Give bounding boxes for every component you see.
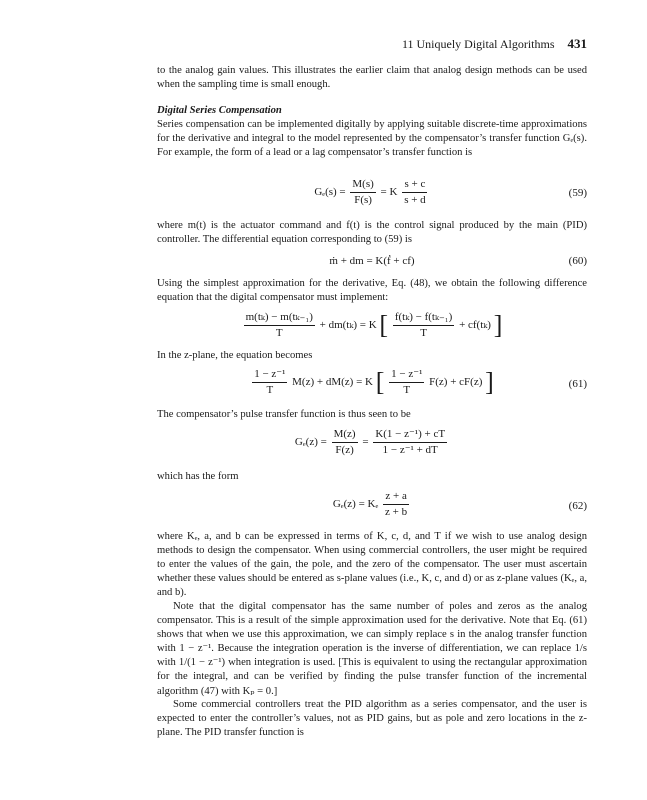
numerator: 1 − z⁻¹	[252, 368, 287, 383]
paragraph-text: In the z-plane, the equation becomes	[157, 350, 313, 361]
equation-difference	[157, 311, 587, 345]
denominator: z + b	[385, 506, 408, 518]
paragraph-text: where m(t) is the actuator command and f(t) is the control signal produced by the main (PID) controller. The differential equation corresponding to (59) is	[157, 220, 587, 246]
equation-62	[157, 490, 587, 524]
equation-number: (61)	[568, 378, 587, 390]
denominator: F(s)	[354, 194, 372, 206]
equation-number: (59)	[568, 187, 587, 199]
fraction	[383, 490, 409, 519]
eq-lhs: Gₑ(s) =	[314, 186, 346, 199]
equation-number: (60)	[568, 255, 587, 267]
section-heading: Digital Series Compensation	[157, 105, 282, 116]
paragraph-text: Series compensation can be implemented digitally by applying suitable discrete-time approximations for the derivative and integral to the model represented by the compensator’s transfer function Gₑ(s). For example, the form of a lead or a lag compensator’s transfer function is	[157, 119, 587, 159]
paragraph-3	[157, 219, 587, 247]
paragraph-10	[157, 698, 587, 740]
eq-lhs: Gₑ(z) =	[294, 436, 327, 449]
numerator: M(z)	[332, 428, 358, 443]
equation-61	[157, 368, 587, 402]
eq-mid: M(z) + dM(z) = K	[292, 376, 373, 389]
right-bracket: ]	[493, 310, 503, 340]
denominator: 1 − z⁻¹ + dT	[382, 444, 438, 456]
paragraph-text: where Kₑ, a, and b can be expressed in terms of K, c, d, and T if we wish to use analog design methods to design the compensator. When using commercial controllers, the user might be required to enter the values of the gain, the pole, and the zero of the compensator. The user must ascertain whether these values should be entered as s-plane values (i.e., K, c, and d) or as z-plane values (Kₑ, a, and b).	[157, 531, 587, 599]
paragraph-8	[157, 530, 587, 600]
equation-60	[157, 255, 587, 271]
running-header	[156, 36, 587, 52]
paragraph-text: Note that the digital compensator has the same number of poles and zeros as the analog compensator. This is a result of the simple approximation used for the derivative. Note that Eq. (61) shows that when we use this approximation, we can simply replace s in the analog transfer function with 1 − z⁻¹. Because the integration operation is the inverse of differentiation, we can replace 1/s with 1/(1 − z⁻¹) when integration is used. [This is equivalent to using the rectangular approximation for the integral, and can be verified by finding the pulse transfer function of the incremental algorithm (47) with Kₚ = 0.]	[157, 601, 587, 697]
denominator: T	[403, 384, 411, 396]
equation-body	[157, 368, 587, 397]
numerator: s + c	[402, 178, 427, 193]
fraction	[402, 178, 427, 207]
paragraph-7	[157, 470, 587, 484]
equation-pulse-transfer	[157, 428, 587, 462]
equation-body	[157, 490, 587, 519]
equals-sign: =	[362, 436, 369, 449]
eq-tail: F(z) + cF(z)	[429, 376, 483, 389]
eq-mid: + dm(tₖ) = K	[319, 319, 377, 332]
left-bracket: [	[375, 367, 385, 397]
denominator: F(z)	[335, 444, 354, 456]
paragraph-text: The compensator’s pulse transfer function is thus seen to be	[157, 409, 411, 420]
denominator: T	[420, 327, 427, 339]
section-heading-block	[157, 104, 587, 118]
paragraph-1	[157, 64, 587, 92]
eq-lhs: Gₑ(z) = Kₑ	[332, 498, 379, 511]
denominator: T	[266, 384, 274, 396]
equation-number: (62)	[568, 500, 587, 512]
chapter-title: 11 Uniquely Digital Algorithms	[401, 37, 555, 51]
fraction	[373, 428, 447, 457]
paragraph-text: which has the form	[157, 471, 239, 482]
numerator: 1 − z⁻¹	[389, 368, 424, 383]
paragraph-text: Some commercial controllers treat the PID algorithm as a series compensator, and the user is expected to enter the controller’s values, not as PID gains, but as pole and zero locations in the z-plane. The PID transfer function is	[157, 699, 587, 739]
paragraph-text: to the analog gain values. This illustrates the earlier claim that analog design methods can be used when the sampling time is small enough.	[157, 65, 587, 91]
left-bracket: [	[379, 310, 389, 340]
eq-tail: + cf(tₖ)	[459, 319, 491, 332]
paragraph-9	[157, 600, 587, 699]
numerator: f(tₖ) − f(tₖ₋₁)	[393, 311, 454, 326]
paragraph-text: Using the simplest approximation for the derivative, Eq. (48), we obtain the following difference equation that the digital compensator must implement:	[157, 278, 587, 304]
page-number: 431	[567, 36, 587, 51]
denominator: s + d	[404, 194, 426, 206]
paragraph-2	[157, 118, 587, 160]
fraction	[244, 311, 315, 340]
right-bracket: ]	[485, 367, 494, 397]
fraction	[332, 428, 358, 457]
equation-body	[157, 428, 587, 457]
eq-mid: = K	[380, 186, 398, 199]
numerator: z + a	[383, 490, 408, 505]
fraction	[389, 368, 424, 397]
fraction	[252, 368, 287, 397]
paragraph-6	[157, 408, 587, 422]
numerator: m(tₖ) − m(tₖ₋₁)	[244, 311, 315, 326]
fraction	[393, 311, 454, 340]
paragraph-5	[157, 349, 587, 363]
numerator: M(s)	[350, 178, 375, 193]
numerator: K(1 − z⁻¹) + cT	[373, 428, 447, 443]
equation-body	[157, 178, 587, 207]
fraction	[350, 178, 375, 207]
paragraph-4	[157, 277, 587, 305]
equation-body: ṁ + dm = K(ḟ + cf)	[329, 255, 415, 267]
denominator: T	[275, 327, 283, 339]
equation-59	[157, 178, 587, 212]
equation-body	[157, 311, 587, 340]
